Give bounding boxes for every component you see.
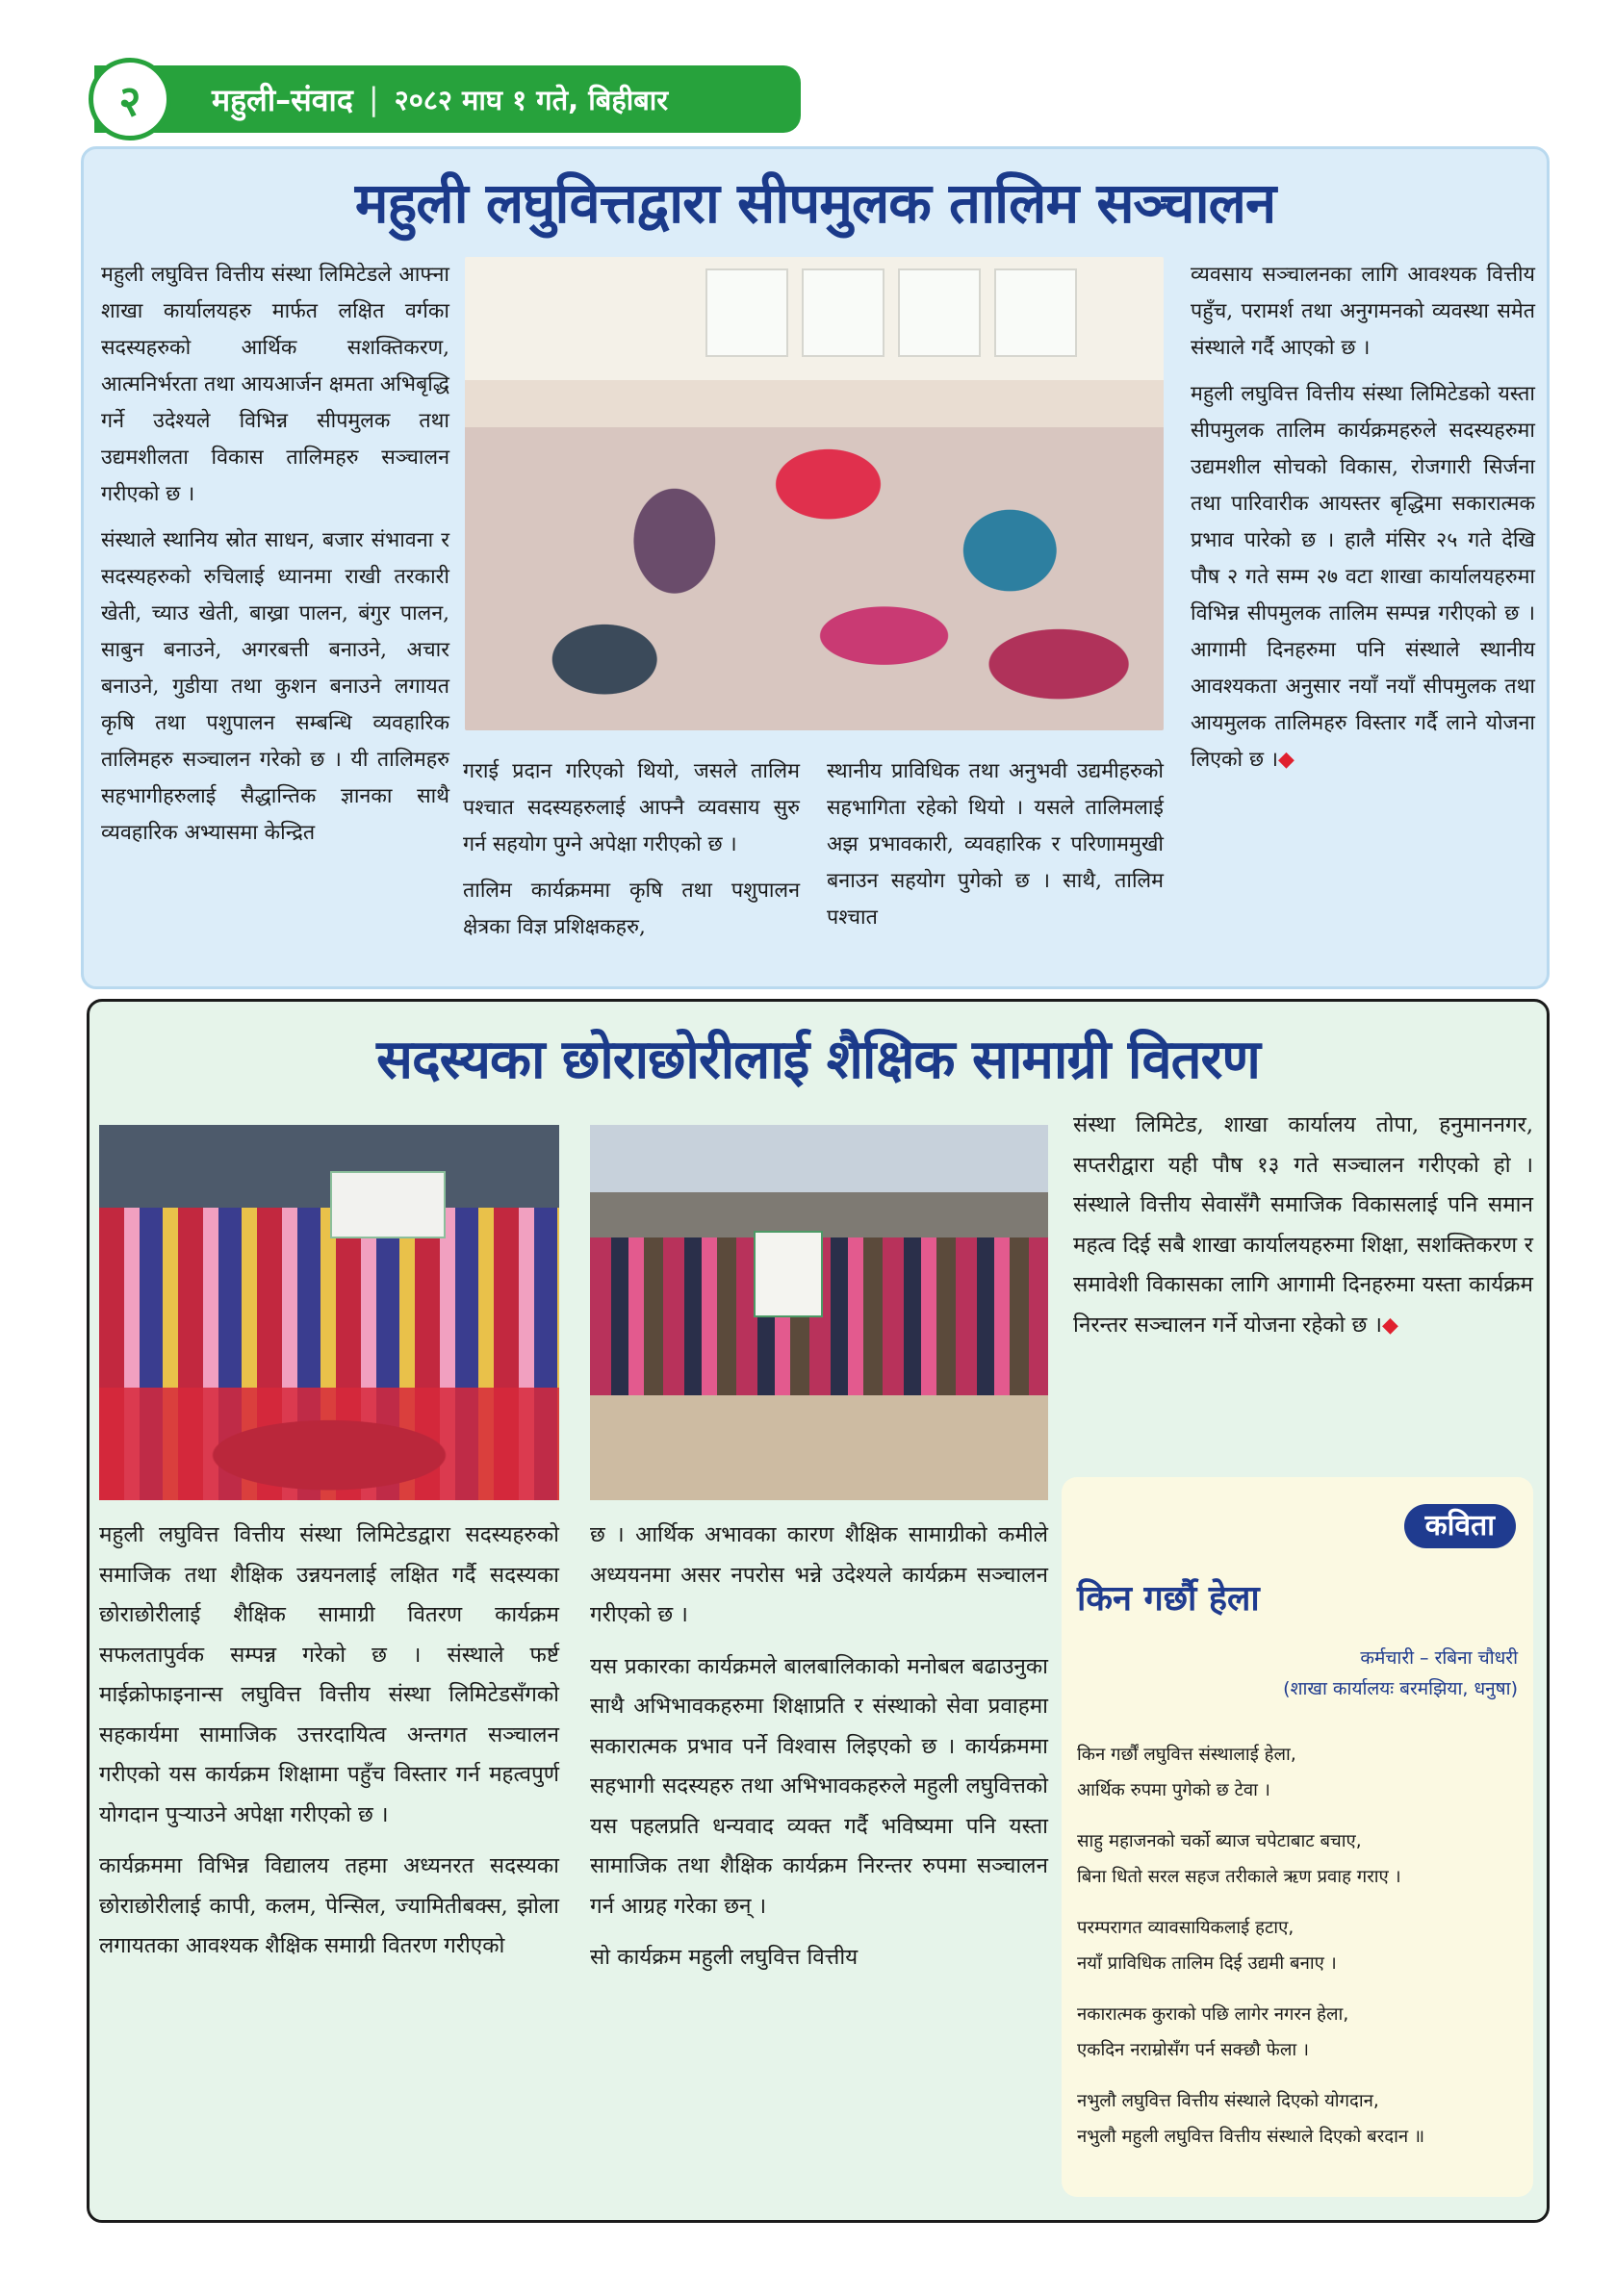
poem-line: आर्थिक रुपमा पुगेको छ टेवा । <box>1077 1780 1270 1800</box>
article-educational-materials <box>87 999 1550 2223</box>
page-header <box>94 65 801 133</box>
distribution-photo-1 <box>99 1125 559 1500</box>
window-shape <box>898 268 981 357</box>
poem-stanza <box>1077 1824 1522 1895</box>
poem-stanza <box>1077 1910 1522 1981</box>
article2-column-1 <box>99 1516 559 1978</box>
poem-lines <box>1077 1737 1522 2170</box>
article2-closing-text: संस्था लिमिटेड, शाखा कार्यालय तोपा, हनुमाननगर, सप्तरीद्वारा यही पौष १३ गते सञ्चालन गरीएको हो । संस्थाले वित्तीय सेवासँगै समाजिक विकासलाई पनि समान महत्व दिई सबै शाखा कार्यालयहरुमा शिक्षा, सशक्तिकरण र समावेशी विकासका लागि आगामी दिनहरुमा यस्ता कार्यक्रम निरन्तर सञ्चालन गर्ने योजना रहेको छ । <box>1073 1112 1533 1338</box>
header-separator: | <box>368 81 379 117</box>
end-diamond-icon: ◆ <box>1278 748 1295 772</box>
article1-column-4 <box>1191 257 1535 788</box>
article1-column-1 <box>101 257 449 861</box>
article1-paragraph: स्थानीय प्राविधिक तथा अनुभवी उद्यमीहरुको सहभागिता रहेको थियो । यसले तालिमलाई अझ प्रभावकारी, व्यवहारिक र परिणाममुखी बनाउन सहयोग पुगेको छ । साथै, तालिम पश्चात <box>827 759 1164 930</box>
article-skill-training <box>81 146 1550 989</box>
article1-column-3 <box>827 753 1164 946</box>
poem-line: नभुलौ लघुवित्त वित्तीय संस्थाले दिएको योगदान, <box>1077 2091 1379 2111</box>
article1-paragraph: व्यवसाय सञ्चालनका लागि आवश्यक वित्तीय पहुँच, परामर्श तथा अनुगमनको व्यवस्था समेत संस्थाले गर्दै आएको छ । <box>1191 263 1535 360</box>
poem-line: नयाँ प्राविधिक तालिम दिई उद्यमी बनाए । <box>1077 1953 1337 1974</box>
article2-column-2 <box>590 1516 1048 1990</box>
poem-stanza <box>1077 1997 1522 2068</box>
article2-paragraph: कार्यक्रममा विभिन्न विद्यालय तहमा अध्यनरत सदस्यका छोराछोरीलाई कापी, कलम, पेन्सिल, ज्यामितीबक्स, झोला लगायतका आवश्यक शैक्षिक समाग्री वितरण गरीएको <box>99 1853 559 1958</box>
article1-paragraph: गराई प्रदान गरिएको थियो, जसले तालिम पश्चात सदस्यहरुलाई आफ्नै व्यवसाय सुरु गर्न सहयोग पुग्ने अपेक्षा गरीएको छ । <box>463 759 800 856</box>
article1-column-2 <box>463 753 800 956</box>
training-photo <box>465 257 1164 730</box>
poem-line: साहु महाजनको चर्को ब्याज चपेटाबाट बचाए, <box>1077 1831 1362 1851</box>
poem-title: किन गर्छौ हेला <box>1077 1579 1260 1619</box>
poem-line: परम्परागत व्यावसायिकलाई हटाए, <box>1077 1918 1295 1938</box>
photo-ground-shape <box>590 1395 1048 1500</box>
window-shape <box>802 268 884 357</box>
poem-line: नभुलौ महुली लघुवित्त वित्तीय संस्थाले दिएको बरदान ॥ <box>1077 2127 1425 2147</box>
article2-paragraph: महुली लघुवित्त वित्तीय संस्था लिमिटेडद्वारा सदस्यहरुको समाजिक तथा शैक्षिक उन्नयनलाई लक्षित गर्दै सदस्यका छोराछोरीलाई शैक्षिक सामाग्री वितरण कार्यक्रम सफलतापुर्वक सम्पन्न गरेको छ । संस्थाले फर्ष्ट माईक्रोफाइनान्स लघुवित्त वित्तीय संस्था लिमिटेडसँगको सहकार्यमा सामाजिक उत्तरदायित्व अन्तगत सञ्चालन गरीएको यस कार्यक्रम शिक्षामा पहुँच विस्तार गर्न महत्वपुर्ण योगदान पुऱ्याउने अपेक्षा गरीएको छ । <box>99 1522 559 1827</box>
article2-title: सदस्यका छोराछोरीलाई शैक्षिक सामाग्री वितरण <box>376 1029 1260 1091</box>
window-shape <box>994 268 1077 357</box>
poem-stanza <box>1077 2083 1522 2155</box>
photo-banner-shape <box>330 1171 446 1238</box>
poem-author-office: (शाखा कार्यालयः बरमझिया, धनुषा) <box>1283 1678 1518 1699</box>
header-text <box>212 79 668 120</box>
article1-paragraph: तालिम कार्यक्रममा कृषि तथा पशुपालन क्षेत्रका विज्ञ प्रशिक्षकहरु, <box>463 879 800 939</box>
article2-paragraph: छ । आर्थिक अभावका कारण शैक्षिक सामाग्रीको कमीले अध्ययनमा असर नपरोस भन्ने उदेश्यले कार्यक्रम सञ्चालन गरीएको छ । <box>590 1522 1048 1627</box>
window-shape <box>705 268 788 357</box>
article2-paragraph: यस प्रकारका कार्यक्रमले बालबालिकाको मनोबल बढाउनुका साथै अभिभावकहरुमा शिक्षाप्रति र संस्थाको सेवा प्रवाहमा सकारात्मक प्रभाव पर्ने विश्वास लिइएको छ । कार्यक्रममा सहभागी सदस्यहरु तथा अभिभावकहरुले महुली लघुवित्तको यस पहलप्रति धन्यवाद व्यक्त गर्दै भविष्यमा पनि यस्ता सामाजिक तथा शैक्षिक कार्यक्रम निरन्तर रुपमा सञ्चालन गर्न आग्रह गरेका छन् । <box>590 1653 1048 1919</box>
article2-column-3 <box>1073 1106 1533 1357</box>
poem-tag: कविता <box>1404 1504 1516 1548</box>
poem-byline <box>1283 1643 1518 1704</box>
issue-date: २०८२ माघ १ गते, बिहीबार <box>394 83 669 116</box>
publication-name: महुली–संवाद <box>212 81 353 118</box>
poem-line: किन गर्छौं लघुवित्त संस्थालाई हेला, <box>1077 1745 1296 1765</box>
distribution-photo-2 <box>590 1125 1048 1500</box>
poem-author: कर्मचारी – रबिना चौधरी <box>1360 1647 1518 1669</box>
article1-paragraph: महुली लघुवित्त वित्तीय संस्था लिमिटेडले आफ्ना शाखा कार्यालयहरु मार्फत लक्षित वर्गका सदस्यहरुको आर्थिक सशक्तिकरण, आत्मनिर्भरता तथा आयआर्जन क्षमता अभिबृद्धि गर्ने उदेश्यले विभिन्न सीपमुलक तथा उद्यमशीलता विकास तालिमहरु सञ्चालन गरीएको छ । <box>101 263 449 506</box>
poem-stanza <box>1077 1737 1522 1808</box>
article1-title: महुली लघुवित्तद्वारा सीपमुलक तालिम सञ्चालन <box>354 170 1276 236</box>
poem-line: नकारात्मक कुराको पछि लागेर नगरन हेला, <box>1077 2004 1349 2025</box>
poem-line: एकदिन नराम्रोसँग पर्न सक्छौ फेला । <box>1077 2040 1310 2060</box>
article2-paragraph: सो कार्यक्रम महुली लघुवित्त वित्तीय <box>590 1945 859 1970</box>
article1-paragraph <box>1191 376 1535 778</box>
poem-line: बिना धितो सरल सहज तरीकाले ऋण प्रवाह गराए । <box>1077 1867 1401 1887</box>
poem-box <box>1062 1477 1533 2197</box>
article1-closing-text: महुली लघुवित्त वित्तीय संस्था लिमिटेडको यस्ता सीपमुलक तालिम कार्यक्रमहरुले सदस्यहरुमा उद्यमशील सोचको विकास, रोजगारी सिर्जना तथा पारिवारीक आयस्तर बृद्धिमा सकारात्मक प्रभाव पारेको छ । हालै मंसिर २५ गते देखि पौष २ गते सम्म २७ वटा शाखा कार्यालयहरुमा विभिन्न सीपमुलक तालिम सम्पन्न गरीएको छ । आगामी दिनहरुमा पनि संस्थाले स्थानीय आवश्यकता अनुसार नयाँ नयाँ सीपमुलक तथा आयमुलक तालिमहरु विस्तार गर्दै लाने योजना लिएको छ । <box>1191 382 1535 772</box>
page-number: २ <box>89 58 171 140</box>
end-diamond-icon: ◆ <box>1382 1313 1398 1338</box>
article1-paragraph: संस्थाले स्थानिय स्रोत साधन, बजार संभावना र सदस्यहरुको रुचिलाई ध्यानमा राखी तरकारी खेती, च्याउ खेती, बाख्रा पालन, बंगुर पालन, साबुन बनाउने, अगरबत्ती बनाउने, अचार बनाउने, गुडीया तथा कुशन बनाउने लगायत कृषि तथा पशुपालन सम्बन्धि व्यवहारिक तालिमहरु सञ्चालन गरेको छ । यी तालिमहरु सहभागीहरुलाई सैद्धान्तिक ज्ञानका साथै व्यवहारिक अभ्यासमा केन्द्रित <box>101 528 449 845</box>
photo-banner-shape <box>754 1231 823 1317</box>
photo-floor-shape <box>99 1388 559 1500</box>
article2-paragraph <box>1073 1106 1533 1345</box>
